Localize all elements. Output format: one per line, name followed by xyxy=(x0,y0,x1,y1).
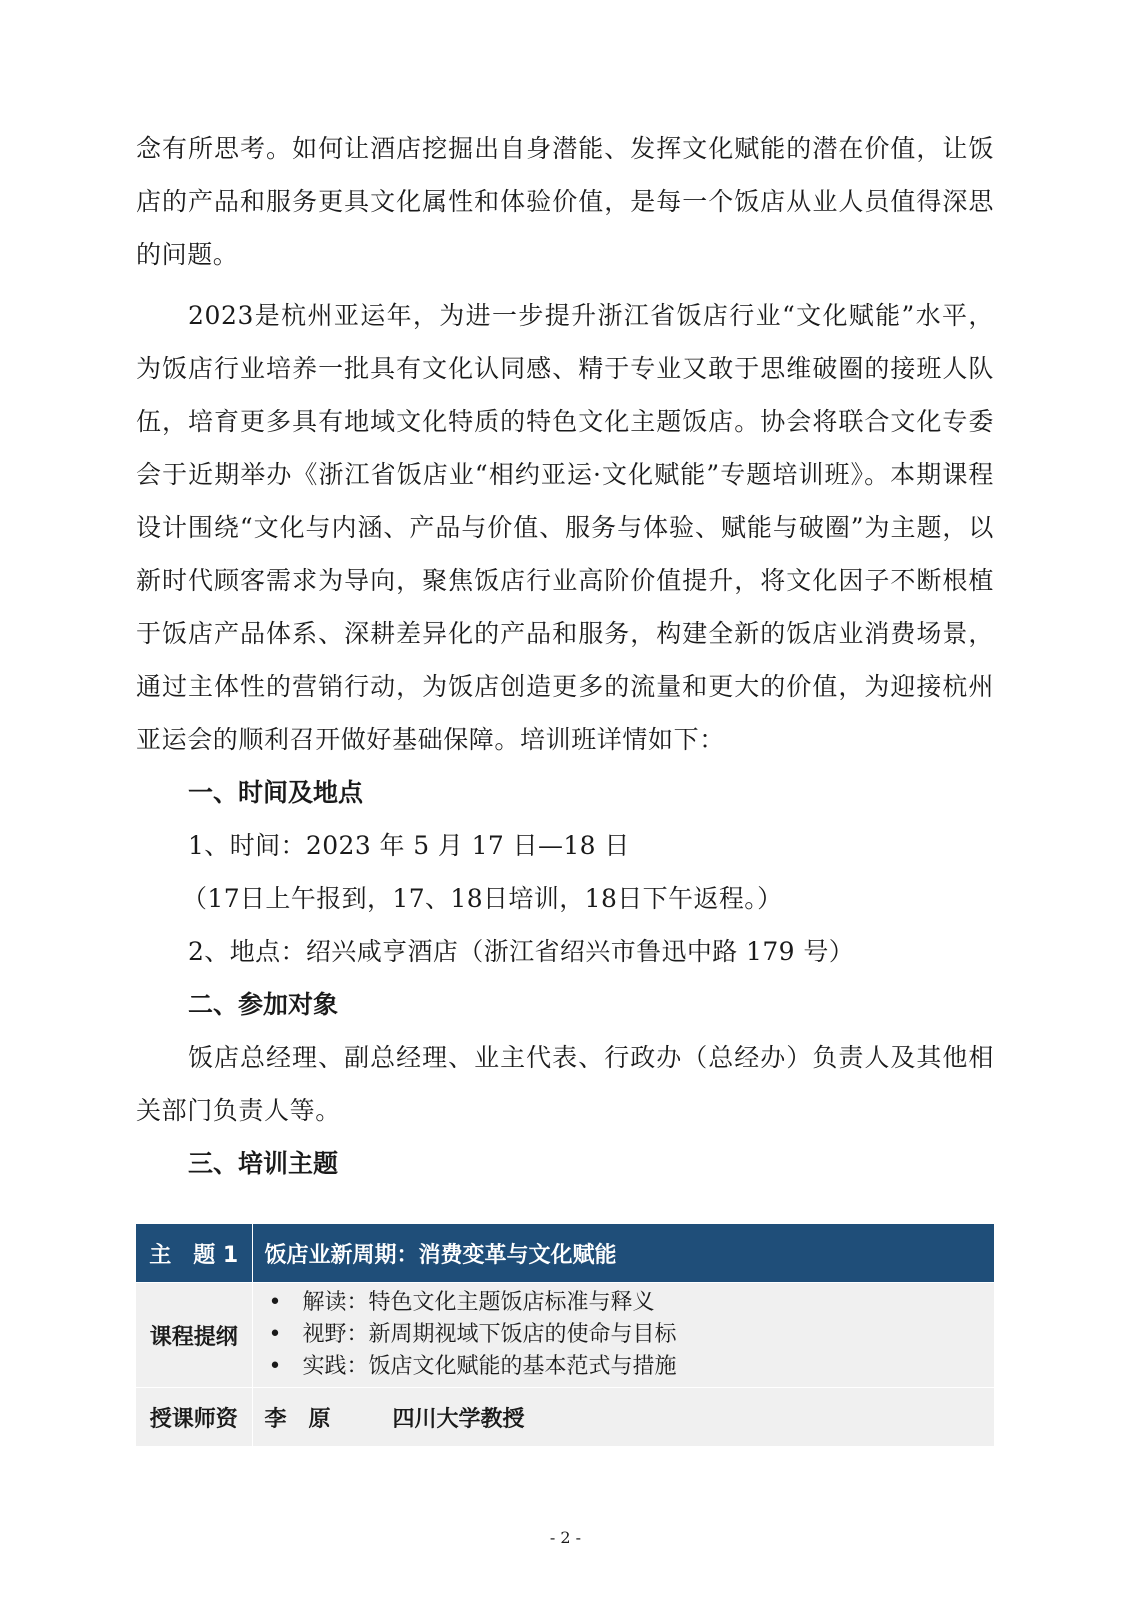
topic-table xyxy=(136,1224,994,1446)
section-heading-training-topics: 三、培训主题 xyxy=(188,1149,339,1178)
place-line: 2、地点：绍兴咸亨酒店（浙江省绍兴市鲁迅中路 179 号） xyxy=(188,937,855,966)
topic-label-cell: 主 题 1 xyxy=(136,1224,252,1283)
paragraph-training-overview: 2023是杭州亚运年，为进一步提升浙江省饭店行业“文化赋能”水平，为饭店行业培养一批具有文化认同感、精于专业又敢于思维破圈的接班人队伍，培育更多具有地域文化特质的特色文化主题饭店。协会将联合文化专委会于近期举办《浙江省饭店业“相约亚运·文化赋能”专题培训班》。本期课程设计围绕“文化与内涵、产品与价值、服务与体验、赋能与破圈”为主题，以新时代顾客需求为导向，聚焦饭店行业高阶价值提升，将文化因子不断根植于饭店产品体系、深耕差异化的产品和服务，构建全新的饭店业消费场景，通过主体性的营销行动，为饭店创造更多的流量和更大的价值，为迎接杭州亚运会的顺利召开做好基础保障。培训班详情如下： xyxy=(136,301,994,754)
time-line: 1、时间：2023 年 5 月 17 日—18 日 xyxy=(188,831,630,860)
teacher-title: 四川大学教授 xyxy=(392,1406,525,1432)
outline-item xyxy=(269,1319,995,1351)
outline-content-cell xyxy=(252,1283,994,1388)
teacher-name: 李 原 xyxy=(264,1406,331,1432)
topic-title-cell: 饭店业新周期：消费变革与文化赋能 xyxy=(252,1224,994,1283)
teacher-content-cell xyxy=(252,1388,994,1447)
outline-item-text: 视野：新周期视域下饭店的使命与目标 xyxy=(302,1322,677,1347)
teacher-label-cell: 授课师资 xyxy=(136,1388,252,1447)
paragraph-intro-continuation: 念有所思考。如何让酒店挖掘出自身潜能、发挥文化赋能的潜在价值，让饭店的产品和服务更具文化属性和体验价值，是每一个饭店从业人员值得深思的问题。 xyxy=(136,134,994,269)
outline-item-text: 解读：特色文化主题饭店标准与释义 xyxy=(302,1290,655,1315)
time-note-line: （17日上午报到，17、18日培训，18日下午返程。） xyxy=(182,884,783,913)
outline-label-cell: 课程提纲 xyxy=(136,1283,252,1388)
topic-header-row xyxy=(136,1224,994,1283)
participants-text: 饭店总经理、副总经理、业主代表、行政办（总经办）负责人及其他相关部门负责人等。 xyxy=(136,1043,994,1125)
bullet-icon: • xyxy=(268,1322,282,1347)
outline-item xyxy=(269,1351,995,1383)
section-heading-time-place: 一、时间及地点 xyxy=(188,778,364,807)
bullet-icon: • xyxy=(268,1354,282,1379)
document-body xyxy=(136,122,994,1190)
outline-row xyxy=(136,1283,994,1388)
outline-item-text: 实践：饭店文化赋能的基本范式与措施 xyxy=(302,1354,677,1379)
section-heading-participants: 二、参加对象 xyxy=(188,990,339,1019)
outline-item xyxy=(269,1287,995,1319)
teacher-row xyxy=(136,1388,994,1447)
outline-list xyxy=(253,1283,995,1387)
page-number: - 2 - xyxy=(549,1528,582,1547)
bullet-icon: • xyxy=(268,1290,282,1315)
